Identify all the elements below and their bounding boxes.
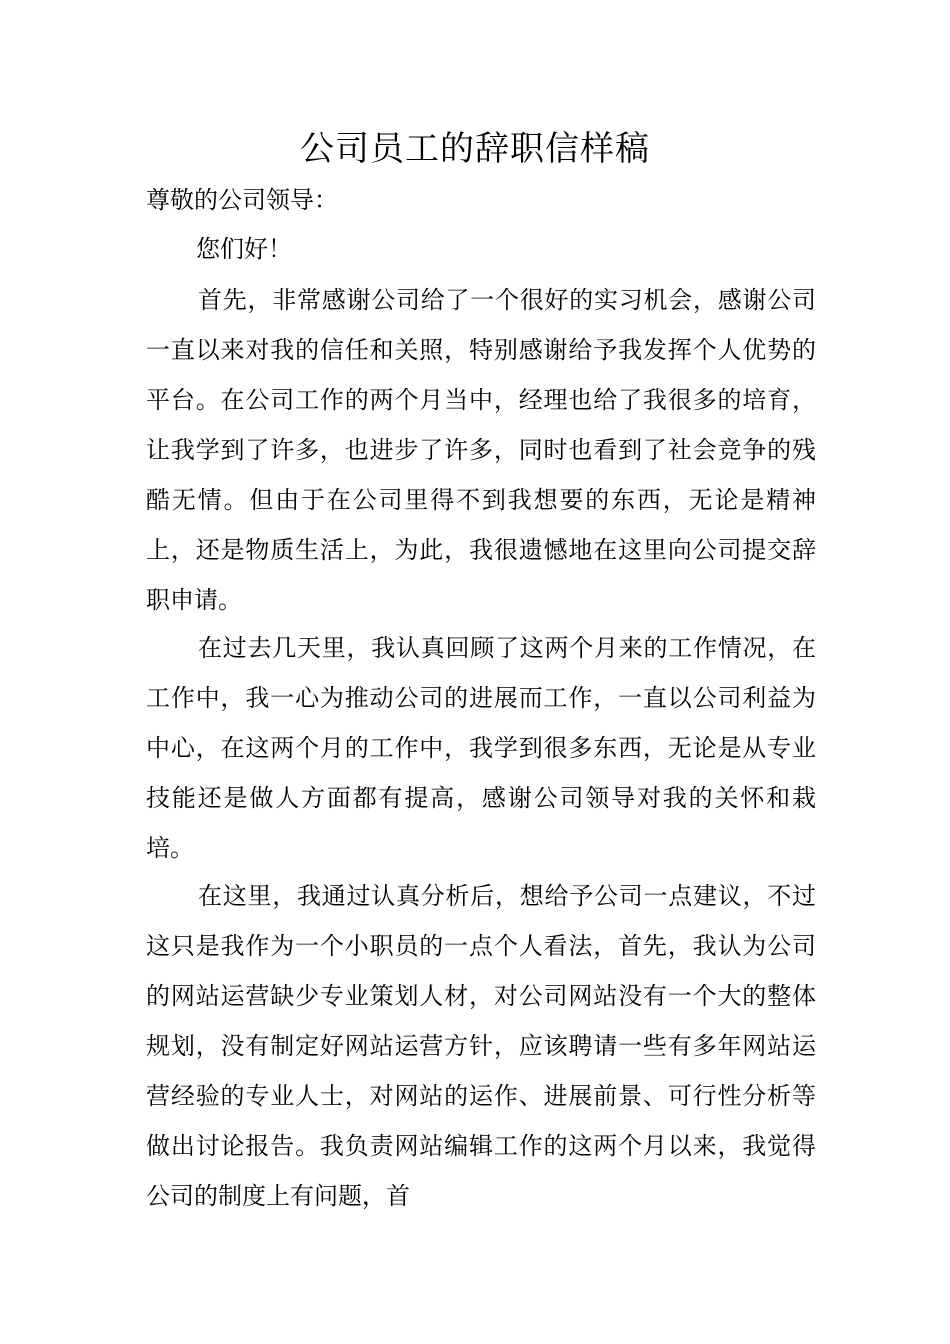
paragraph-2: 在过去几天里，我认真回顾了这两个月来的工作情况，在工作中，我一心为推动公司的进展而工作，一直以公司利益为中心，在这两个月的工作中，我学到很多东西，无论是从专业技能还是做人方面都有提高，感谢公司领导对我的关怀和栽培。: [146, 634, 816, 862]
greeting: 您们好！: [196, 235, 292, 263]
paragraph-3: 在这里，我通过认真分析后，想给予公司一点建议，不过这只是我作为一个小职员的一点个人看法，首先，我认为公司的网站运营缺少专业策划人材，对公司网站没有一个大的整体规划，没有制定好网站运营方针，应该聘请一些有多年网站运营经验的专业人士，对网站的运作、进展前景、可行性分析等做出讨论报告。我负责网站编辑工作的这两个月以来，我觉得公司的制度上有问题，首: [146, 882, 816, 1210]
document-title: 公司员工的辞职信样稿: [300, 129, 650, 169]
paragraph-1: 首先，非常感谢公司给了一个很好的实习机会，感谢公司一直以来对我的信任和关照，特别感谢给予我发挥个人优势的平台。在公司工作的两个月当中，经理也给了我很多的培育，让我学到了许多，也进步了许多，同时也看到了社会竞争的残酷无情。但由于在公司里得不到我想要的东西，无论是精神上，还是物质生活上，为此，我很遗憾地在这里向公司提交辞职申请。: [146, 286, 816, 614]
salutation: 尊敬的公司领导：: [146, 186, 338, 214]
